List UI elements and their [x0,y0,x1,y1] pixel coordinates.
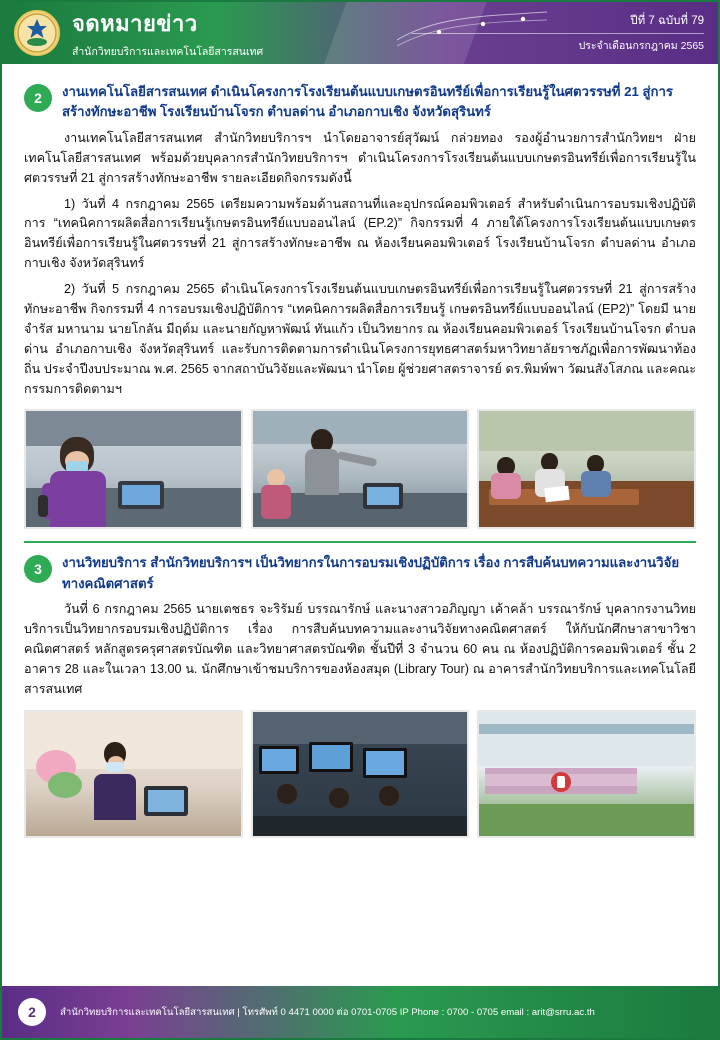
decorative-lines-icon [397,10,557,56]
issue-number: ปีที่ 7 ฉบับที่ 79 [630,15,704,27]
page-header [2,2,718,64]
section-badge-2: 2 [24,84,52,112]
section-title-3: งานวิทยบริการ สำนักวิทยบริการฯ เป็นวิทยากรในการอบรมเชิงปฏิบัติการ เรื่อง การสืบค้นบทความและงานวิจัยทางคณิตศาสตร์ [62,555,680,591]
section-heading-2 [24,82,696,123]
section-badge-3: 3 [24,555,52,583]
section-2-paragraph-2: 1) วันที่ 4 กรกฎาคม 2565 เตรียมความพร้อมด้านสถานที่และอุปกรณ์คอมพิวเตอร์ สำหรับดำเนินการอบรมเชิงปฏิบัติการ “เทคนิคการผลิตสื่อการเรียนรู้เกษตรอินทรีย์แบบออนไลน์ (EP.2)” กิจกรรมที่ 4 ภายใต้โครงการโรงเรียนต้นแบบเกษตรอินทรีย์เพื่อการเรียนรู้ในศตวรรษที่ 21 สู่การสร้างทักษะอาชีพ ณ ห้องเรียนคอมพิวเตอร์ โรงเรียนบ้านโจรก ตำบลด่าน อำเภอกาบเชิง จังหวัดสุรินทร์ [24,196,696,271]
section-title-2: งานเทคโนโลยีสารสนเทศ ดำเนินโครงการโรงเรียนต้นแบบเกษตรอินทรีย์เพื่อการเรียนรู้ในศตวรรษที่ 21 สู่การสร้างทักษะอาชีพ โรงเรียนบ้านโจรก ตำบลด่าน อำเภอกาบเชิง จังหวัดสุรินทร์ [62,84,674,120]
photo-trainer-with-microphone [24,409,243,529]
header-titles [72,6,263,60]
newsletter-title: จดหมายข่าว [72,11,198,36]
page-content [2,64,718,838]
photo-instructor-helping-students [251,409,470,529]
section-heading-3 [24,553,696,594]
issue-date: ประจำเดือนกรกฎาคม 2565 [578,40,704,52]
page-footer [2,986,718,1038]
photo-group-discussion-at-table [477,409,696,529]
photo-group-photo-outside-library [477,710,696,838]
header-issue-block [579,12,704,54]
section-2-photo-strip [24,409,696,529]
section-3-paragraph-1: วันที่ 6 กรกฎาคม 2565 นายเตชธร จะริรัมย์ บรรณารักษ์ และนางสาวอภิญญา เค้าคล้า บรรณารักษ์ บุคลากรงานวิทยบริการเป็นวิทยากรอบรมเชิงปฏิบัติการ เรื่อง การสืบค้นบทความและงานวิจัยทางคณิตศาสตร์ ให้กับนักศึกษาสาขาวิชาคณิตศาสตร์ หลักสูตรครุศาสตรบัณฑิต และวิทยาศาสตรบัณฑิต ชั้นปีที่ 3 จำนวน 60 คน ณ ห้องปฏิบัติการคอมพิวเตอร์ ชั้น 2 อาคาร 28 และในเวลา 13.00 น. นักศึกษาเข้าชมบริการของห้องสมุด (Library Tour) ณ อาคารสำนักวิทยบริการและเทคโนโลยีสารสนเทศ [24,602,696,696]
photo-librarian-presenting [24,710,243,838]
organization-name: สำนักวิทยบริการและเทคโนโลยีสารสนเทศ [72,46,264,58]
section-2-paragraph-3: 2) วันที่ 5 กรกฎาคม 2565 ดำเนินโครงการโรงเรียนต้นแบบเกษตรอินทรีย์เพื่อการเรียนรู้ในศตวรรษที่ 21 สู่การสร้างทักษะอาชีพ กิจกรรมที่ 4 การอบรมเชิงปฏิบัติการ “เทคนิคการผลิตสื่อการเรียนรู้ เกษตรอินทรีย์แบบออนไลน์ (EP2)” โดยมี นายจำรัส มหานาม นายโกลัน มีฤต์ม และนายกัญหาพัฒน์ ทันแก้ว เป็นวิทยากร ณ ห้องเรียนคอมพิวเตอร์ โรงเรียนบ้านโจรก ตำบลด่าน อำเภอกาบเชิง จังหวัดสุรินทร์ และรับการติดตามการดำเนินโครงการยุทธศาสตร์มหาวิทยาลัยราชภัฏเพื่อการพัฒนาท้องถิ่น ประจำปีงบประมาณ พ.ศ. 2565 จากสถาบันวิจัยและพัฒนา นำโดย ผู้ช่วยศาสตราจารย์ ดร.พิมพ์พา วัฒนสังโสภณ และคณะกรรมการติดตามฯ [24,282,696,396]
footer-page-number: 2 [18,998,46,1026]
section-2-paragraph-1: งานเทคโนโลยีสารสนเทศ สำนักวิทยบริการฯ นำโดยอาจารย์สุวัฒน์ กล่วยทอง รองผู้อำนวยการสำนักวิทยฯ ฝ่ายเทคโนโลยีสารสนเทศ พร้อมด้วยบุคลากรสำนักวิทยบริการฯ ดำเนินโครงการโรงเรียนต้นแบบเกษตรอินทรีย์เพื่อการเรียนรู้ในศตวรรษที่ 21 สู่การสร้างทักษะอาชีพ รายละเอียดกิจกรรมดังนี้ [24,130,696,185]
university-emblem-icon [14,10,60,56]
section-divider [24,541,696,543]
photo-computer-lab-students [251,710,470,838]
footer-contact-info: สำนักวิทยบริการและเทคโนโลยีสารสนเทศ | โทรศัพท์ 0 4471 0000 ต่อ 0701-0705 IP Phone : 0700 - 0705 email : arit@srru.ac.th [60,1006,595,1018]
section-3-photo-strip [24,710,696,838]
